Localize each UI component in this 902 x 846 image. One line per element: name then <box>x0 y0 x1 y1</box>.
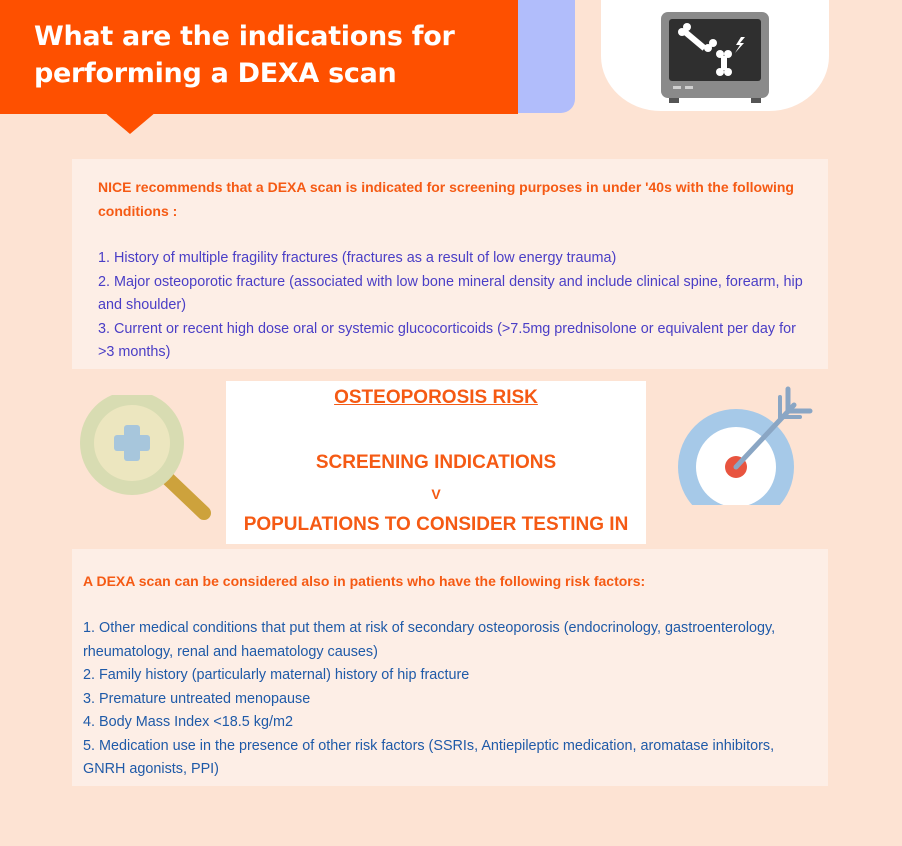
list-item: 5. Medication use in the presence of other risk factors (SSRIs, Antiepileptic medication, aromatase inhibitors, GNRH agonists, PPI) <box>83 737 775 777</box>
dexa-scanner-bone-icon <box>659 10 771 104</box>
scanner-badge <box>601 0 829 111</box>
page-title-line-1: What are the indications for <box>34 21 455 52</box>
page-title <box>34 18 504 92</box>
osteoporosis-risk-panel <box>226 381 646 544</box>
page-title-line-2: performing a DEXA scan <box>34 58 397 89</box>
risk-factors-box <box>72 549 828 786</box>
header-banner <box>0 0 518 114</box>
risk-title: OSTEOPOROSIS RISK <box>334 387 538 408</box>
magnifier-plus-icon <box>80 395 220 525</box>
nice-screening-box <box>72 159 828 369</box>
list-item: 2. Major osteoporotic fracture (associated with low bone mineral density and include clinical spine, forearm, hip and shoulder) <box>98 273 803 313</box>
versus-label: V <box>431 486 441 502</box>
nice-lead-text: NICE recommends that a DEXA scan is indicated for screening purposes in under '40s with the following conditions : <box>98 179 794 219</box>
list-item: 2. Family history (particularly maternal) history of hip fracture <box>83 667 470 683</box>
list-item: 1. History of multiple fragility fractures (fractures as a result of low energy trauma) <box>98 250 617 266</box>
list-item: 4. Body Mass Index <18.5 kg/m2 <box>83 714 293 730</box>
screening-indications-label: SCREENING INDICATIONS <box>315 452 557 473</box>
list-item: 3. Premature untreated menopause <box>83 690 311 707</box>
risk-lead-text: A DEXA scan can be considered also in patients who have the following risk factors: <box>83 573 646 589</box>
target-arrow-icon <box>676 385 816 505</box>
populations-label: POPULATIONS TO CONSIDER TESTING IN <box>243 514 629 535</box>
header-pointer <box>104 112 156 134</box>
list-item: 1. Other medical conditions that put them at risk of secondary osteoporosis (endocrinology, gastroenterology, rheumatology, renal and haematology causes) <box>83 620 776 660</box>
list-item: 3. Current or recent high dose oral or systemic glucocorticoids (>7.5mg prednisolone or equivalent per day for >3 months) <box>98 320 796 360</box>
